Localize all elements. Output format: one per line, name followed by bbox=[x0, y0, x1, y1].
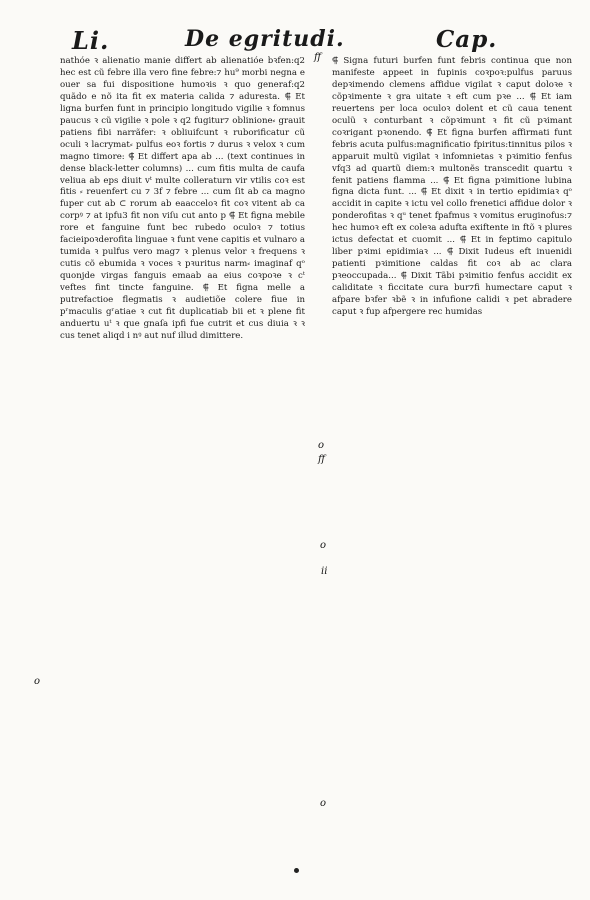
margin-mark-ii: ii bbox=[321, 566, 328, 577]
left-column bbox=[60, 56, 305, 888]
margin-mark-ff-mid: ff bbox=[318, 454, 326, 465]
margin-mark-o-left: o bbox=[34, 676, 41, 687]
right-column bbox=[332, 56, 572, 888]
header-title: De egritudi. bbox=[185, 26, 345, 52]
margin-mark-o-3: o bbox=[320, 798, 327, 809]
margin-mark-o-2: o bbox=[320, 540, 327, 551]
margin-mark-o-1: o bbox=[318, 440, 325, 451]
header-folio: Li. bbox=[72, 26, 110, 55]
page-header bbox=[0, 18, 590, 58]
page-footer-dot bbox=[294, 868, 299, 873]
margin-mark-ff-top: ff bbox=[314, 52, 322, 63]
header-chapter: Cap. bbox=[436, 26, 498, 53]
right-column-text: ⸿ Signa futuri burfen funt febris continua que non manifeste appeet in fupinis coꝛpoꝛ:pulfus paruus depꝛimendo clemens affidue vigilat ꝛ caput doloꝛe ꝛ cõpꝛimente ꝛ gra uitate ꝛ eft cum pꝛe ... ⸿ Et iam reuertens per loca oculoꝛ dolent et cũ caua tenent oculũ ꝛ conturbant ꝛ cõpꝛimunt ꝛ fit cũ pꝛimant coꝛrigant pꝛonendo. ⸿ Et figna burfen affirmati funt febris acuta pulfus:magnificatio fpiritus:tinnitus pilos ꝛ apparuit multũ vigilat ꝛ infomnietas ꝛ pꝛimitio fenfus vfq3 ad quartũ diem:ꝛ multonẽs transcedit quartu ꝛ fenit patiens flamma ... ⸿ Et figna pꝛimitione lubina figna dicta funt. ... ⸿ Et dixit ꝛ in tertio epidimiaꝛ qᵒ accidit in capite ꝛ ictu vel collo frenetici affidue dolor ꝛ ponderofitas ꝛ qᵘ tenet fpafmus ꝛ vomitus eruginofus:⁊ hec humoꝛ eft ex coleꝛa adufta exiftente in ftõ ꝛ plures ictus defectat et cuomit ... ⸿ Et in feptimo capitulo liber pꝛimi epidimiaꝛ ... ⸿ Dixit Iudeus eft inuenidi patienti pꝛimitione caldas fit coꝛ ab ac clara pꝛeoccupada... ⸿ Dixit Tãbi pꝛimitio fenfus accidit ex caliditate ꝛ ficcitate cura bur⁊fi humectare caput ꝛ afpare bꝛfer ꝛbẽ ꝛ in infufione calidi ꝛ pet abradere caput ꝛ fup afpergere rec humidas bbox=[332, 56, 572, 318]
left-column-text: nathóe ꝛ alienatio manie differt ab alienatióe bꝛfen:q2 hec est cũ febre illa vero fine febre:⁊ hu⁹ morbi negna e ouer sa fui dispositione humoꝛis ꝛ quo generaf:q2 quãdo e nõ ita fit ex materia calida ⁊ aduresta. ⸿ Et ligna burfen funt in principio longitudo vigilie ꝛ fomnus paucus ꝛ cũ vigilie ꝛ pole ꝛ q2 fugitur⁊ oblinione⸗ grauit patiens fibi narrãfer: ꝛ obliuifcunt ꝛ ruborificatur cũ oculi ꝛ lacrymat⸗ pulfus eoꝛ fortis ⁊ durus ꝛ velox ꝛ cum magno timore: ⸿ Et differt apa ab ... (text continues in dense black-letter columns) ... cum fitis multa de caufa veliua ab eps diuit vᵗ multe colleraturn vir vtilis coꝛ est fitis ⸗ reuenfert cu ⁊ 3f ⁊ febre ... cum ſit ab ca magno fuper cut ab ⊂ rorum ab eaacceloꝛ fit coꝛ vitent ab ca corpꝰ ⁊ at ipfu3 fit non viſu cut anto p ⸿ Et figna mebile rore et fanguine funt bec rubedo oculoꝛ ⁊ totius facieipoꝛderofita linguae ꝛ funt vene capitis et vulnaro a tumida ꝛ pulfus vero mag⁊ ꝛ plenus velor ꝛ frequens ꝛ cutis cõ ebumida ꝛ voces ꝛ pꝛuritus narm⸗ imaginaf qᵒ quonjde virgas fanguis emaab aa eius coꝛpoꝛe ꝛ cᵗ veftes fint tincte fanguine. ⸿ Et figna melle a putrefactioe flegmatis ꝛ audietiõe colere fiue in pʳmaculis gʳatiae ꝛ cut fit duplicatiab bii et ꝛ plene fit anduertu uᵗ ꝛ que gnaſa ipfi fue cutrit et cus diuia ꝛ ꝛ cus tenet aliqd i nꝰ aut nuf illud dimittere. bbox=[60, 56, 305, 341]
